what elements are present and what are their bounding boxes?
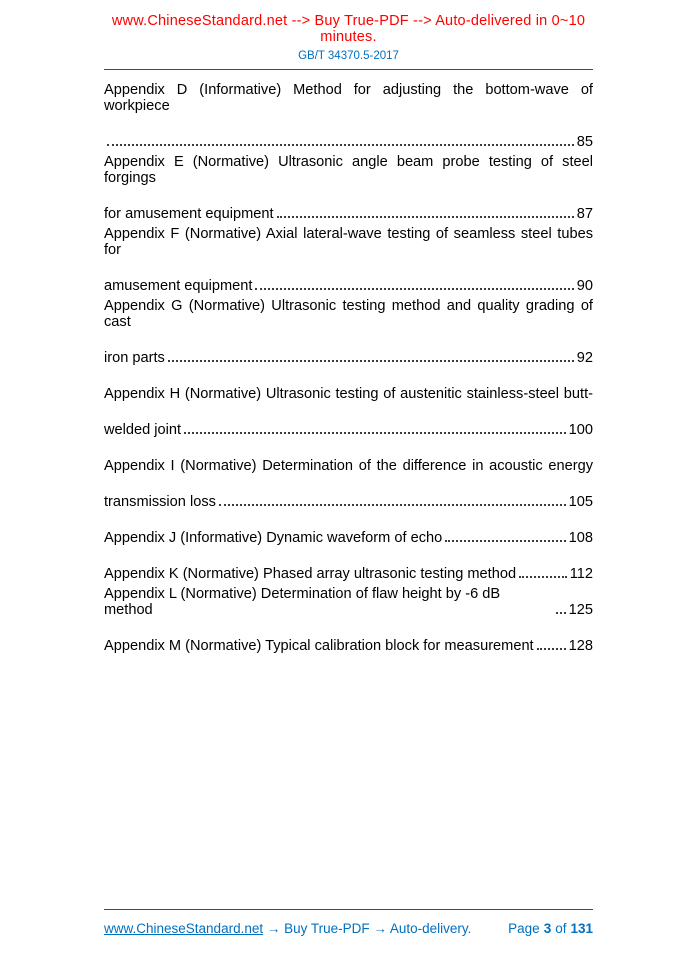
toc-page-number: 125 [568,602,593,618]
total-page-number: 131 [570,921,593,936]
toc-line [104,222,598,258]
toc-line [104,510,593,546]
toc-page-number: 112 [569,566,593,582]
page-footer [104,909,593,936]
toc-line [104,402,593,438]
toc-entry-text: Appendix M (Normative) Typical calibration block for measurement [104,638,534,654]
toc-leader-dots [184,432,566,434]
footer-left-text [104,921,471,936]
toc-page-number: 90 [576,278,593,294]
toc-page-number: 100 [568,422,593,438]
toc-leader-dots [277,216,574,218]
of-label: of [555,921,567,936]
toc-page-number: 87 [576,206,593,222]
footer-divider [104,909,593,910]
toc-line [104,474,593,510]
toc-leader-dots [107,144,574,146]
footer-site-link[interactable]: www.ChineseStandard.net [104,921,264,936]
toc-leader-dots [556,612,566,614]
toc-entry-text: Appendix G (Normative) Ultrasonic testing method and quality grading of cast [104,298,598,330]
toc-line [104,258,593,294]
toc-leader-dots [168,360,574,362]
table-of-contents [104,78,598,654]
toc-line [104,78,598,114]
toc-entry-text: transmission loss [104,494,216,510]
footer-row [104,921,593,936]
toc-page-number: 92 [576,350,593,366]
promo-banner-link[interactable]: www.ChineseStandard.net --> Buy True-PDF --> Auto-delivered in 0~10 minutes. [111,13,586,45]
toc-page-number: 128 [568,638,593,654]
toc-line [104,366,593,402]
toc-entry-text: Appendix H (Normative) Ultrasonic testing of austenitic stainless-steel butt- [104,386,593,402]
toc-entry-text: amusement equipment [104,278,253,294]
toc-line [104,582,593,618]
toc-entry-text: iron parts [104,350,165,366]
toc-line [104,330,593,366]
toc-line [104,114,593,150]
toc-leader-dots [519,576,567,578]
toc-page-number: 85 [576,134,593,150]
page-label: Page [508,921,540,936]
toc-leader-dots [255,288,573,290]
toc-leader-dots [219,504,566,506]
toc-entry-text: welded joint [104,422,182,438]
toc-entry-text: Appendix K (Normative) Phased array ultrasonic testing method [104,566,517,582]
toc-entry-text: Appendix D (Informative) Method for adjusting the bottom-wave of workpiece [104,82,598,114]
toc-line [104,186,593,222]
page-indicator [504,921,593,936]
toc-page-number: 108 [568,530,593,546]
header-divider [104,69,593,70]
toc-line [104,150,598,186]
toc-line [104,618,593,654]
toc-page-number: 105 [568,494,593,510]
current-page-number: 3 [543,921,552,936]
toc-entry-text: Appendix L (Normative) Determination of flaw height by -6 dB method [104,586,505,618]
toc-leader-dots [445,540,565,542]
toc-entry-text: for amusement equipment [104,206,274,222]
toc-line [104,438,593,474]
toc-line [104,294,598,330]
toc-leader-dots [537,648,566,650]
toc-entry-text: Appendix J (Informative) Dynamic waveform of echo [104,530,443,546]
toc-entry-text: Appendix F (Normative) Axial lateral-wave testing of seamless steel tubes for [104,226,598,258]
footer-promo-text: → Buy True-PDF → Auto-delivery. [263,921,472,936]
toc-line [104,546,593,582]
toc-entry-text: Appendix I (Normative) Determination of the difference in acoustic energy [104,458,593,474]
toc-entry-text: Appendix E (Normative) Ultrasonic angle beam probe testing of steel forgings [104,154,598,186]
standard-number: GB/T 34370.5-2017 [298,50,399,62]
